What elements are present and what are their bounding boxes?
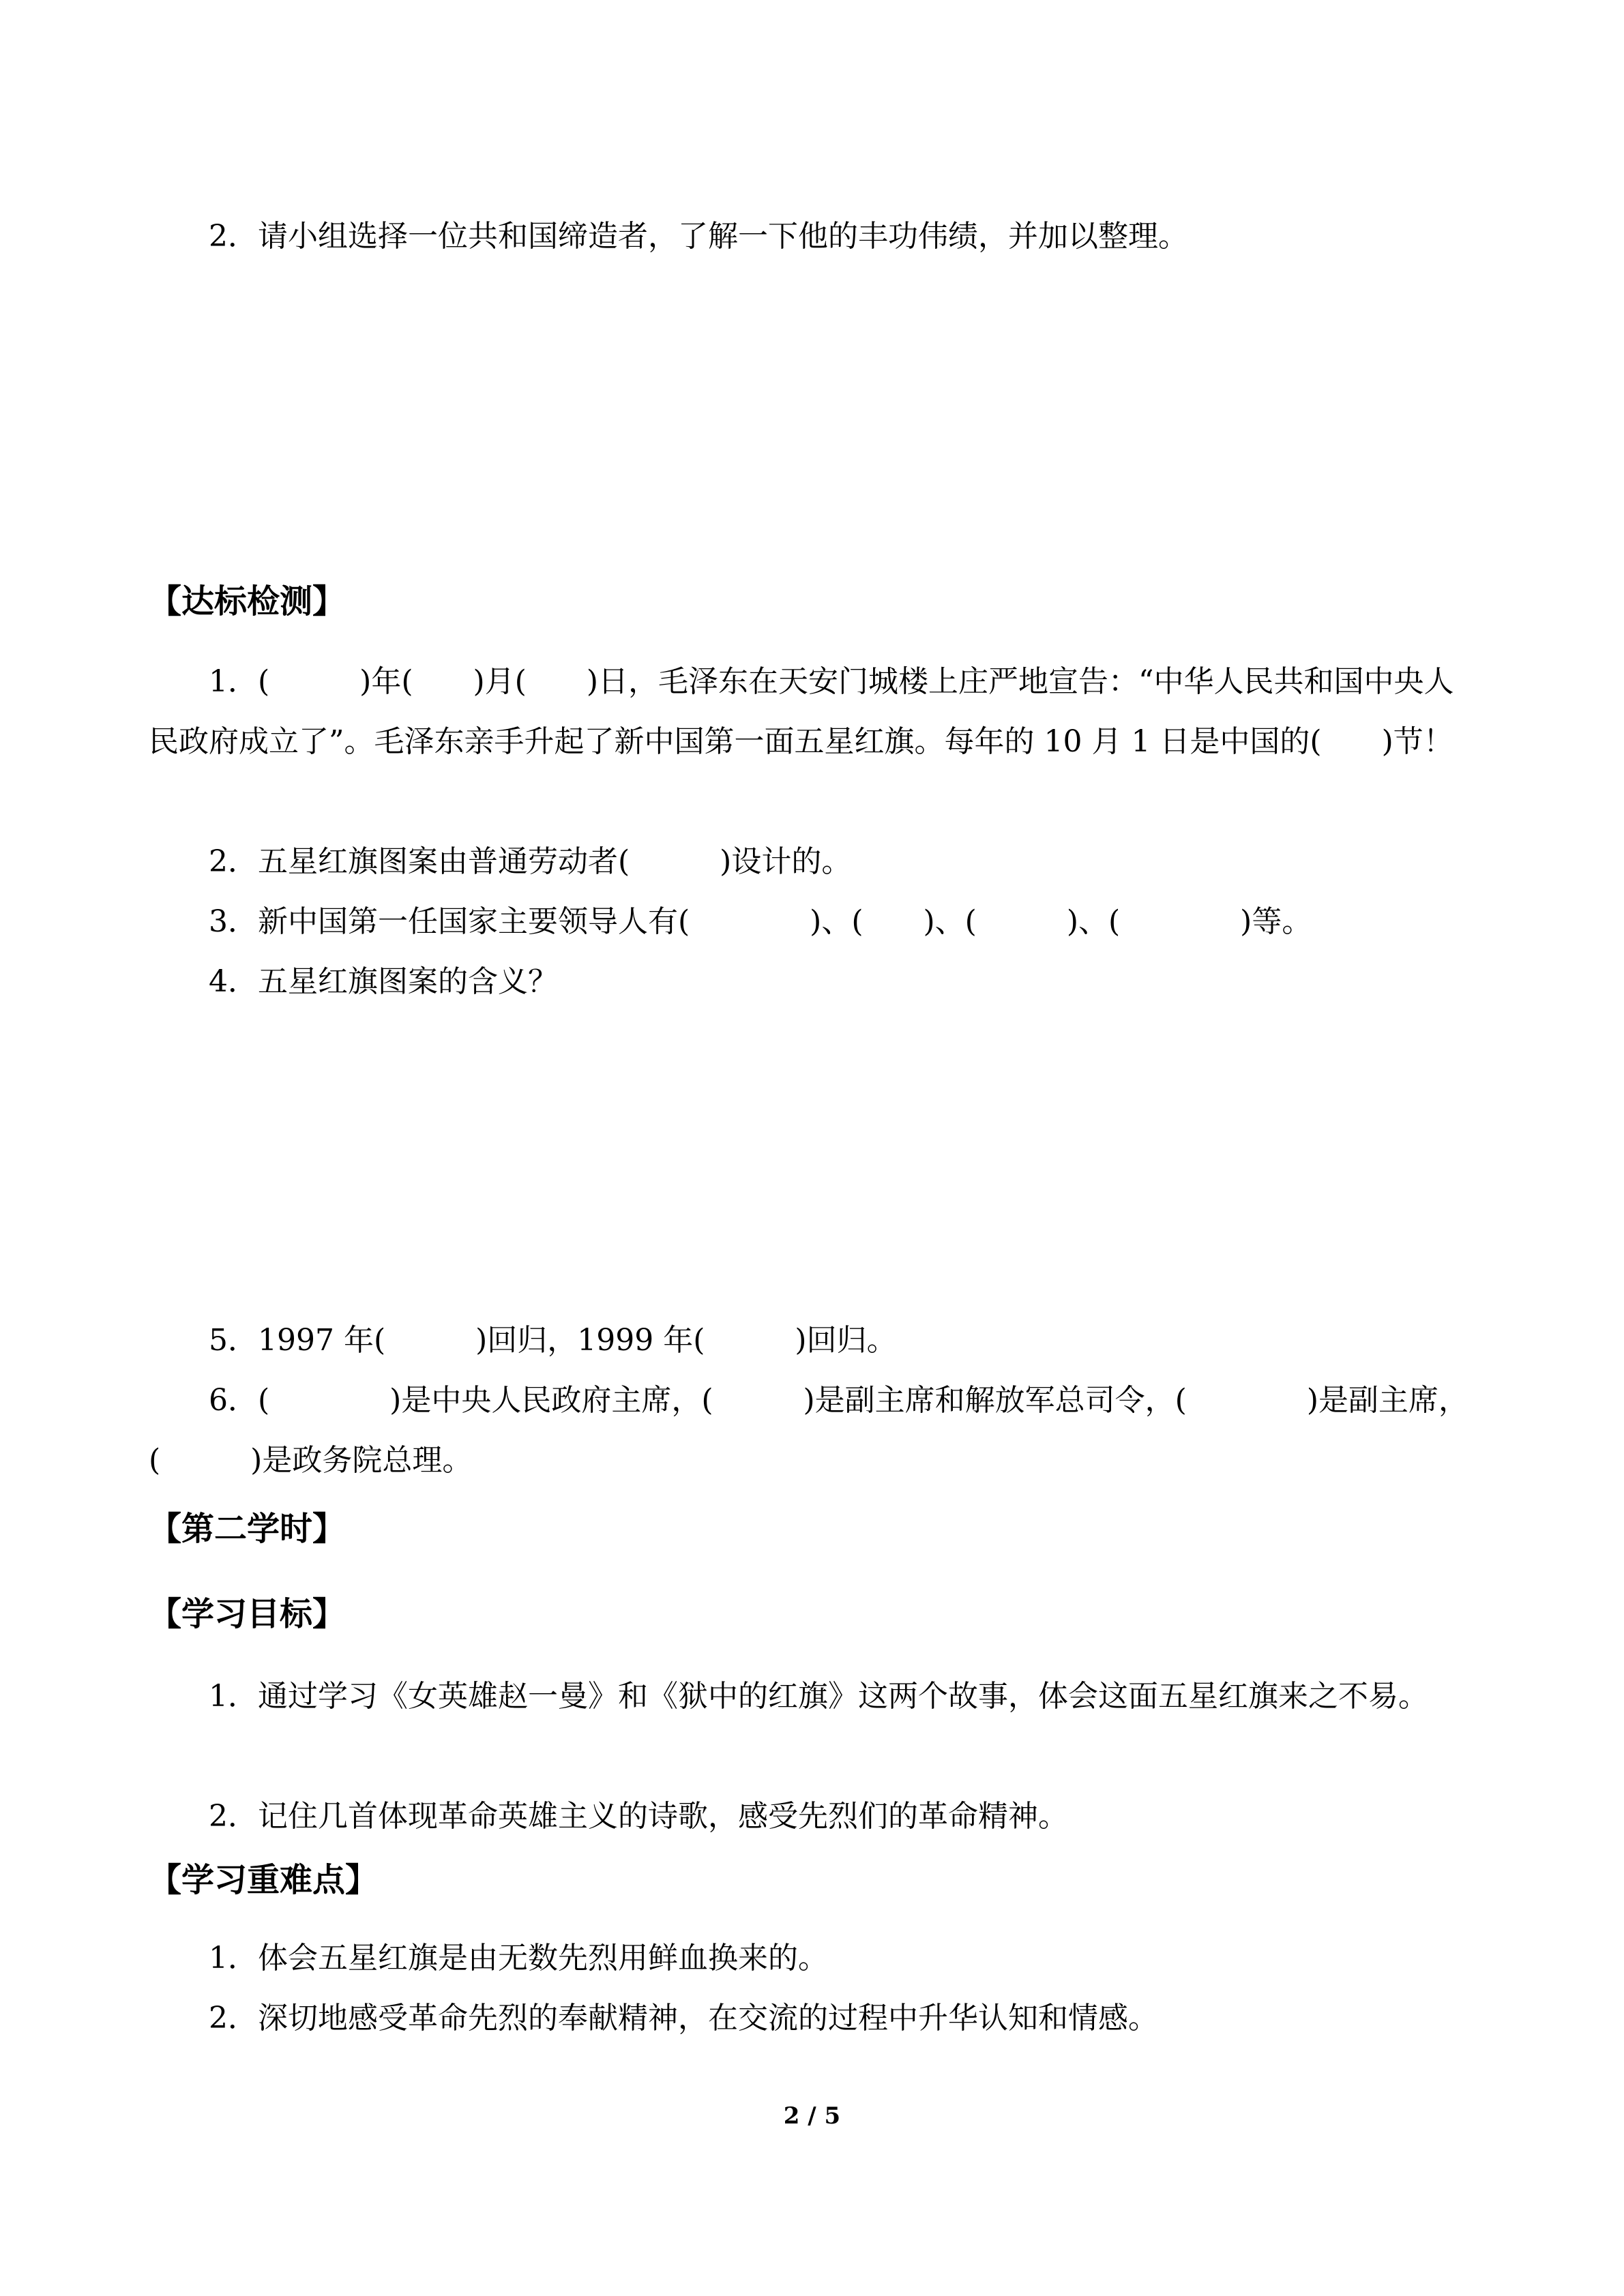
heading-达标检测: 【达标检测】: [149, 582, 346, 621]
heading-学习目标: 【学习目标】: [149, 1595, 346, 1633]
test-question-5: 5．1997 年( )回归，1999 年( )回归。: [209, 1323, 897, 1358]
goal-item-2: 2．记住几首体现革命英雄主义的诗歌，感受先烈们的革命精神。: [209, 1799, 1068, 1834]
key-item-1: 1．体会五星红旗是由无数先烈用鲜血换来的。: [209, 1941, 828, 1976]
test-question-4: 4．五星红旗图案的含义？: [209, 964, 558, 999]
heading-学习重难点: 【学习重难点】: [149, 1861, 379, 1899]
heading-第二学时: 【第二学时】: [149, 1510, 346, 1548]
key-item-2: 2．深切地感受革命先烈的奉献精神，在交流的过程中升华认知和情感。: [209, 2001, 1158, 2036]
test-question-3: 3．新中国第一任国家主要领导人有( )、( )、( )、( )等。: [209, 904, 1312, 939]
intro-task-2: 2．请小组选择一位共和国缔造者，了解一下他的丰功伟绩，并加以整理。: [209, 219, 1188, 254]
page-number: 2 / 5: [783, 2102, 841, 2130]
goal-item-1: 1．通过学习《女英雄赵一曼》和《狱中的红旗》这两个故事，体会这面五星红旗来之不易。: [209, 1679, 1428, 1714]
test-question-2: 2．五星红旗图案由普通劳动者( )设计的。: [209, 844, 852, 879]
test-question-1: 1．( )年( )月( )日，毛泽东在天安门城楼上庄严地宣告：“中华人民共和国中央人民政府成立了”。毛泽东亲手升起了新中国第一面五星红旗。每年的 10 月 1 日是中国的( )节！: [149, 664, 1454, 759]
test-question-6: 6．( )是中央人民政府主席，( )是副主席和解放军总司令，( )是副主席，( )是政务院总理。: [149, 1383, 1468, 1478]
